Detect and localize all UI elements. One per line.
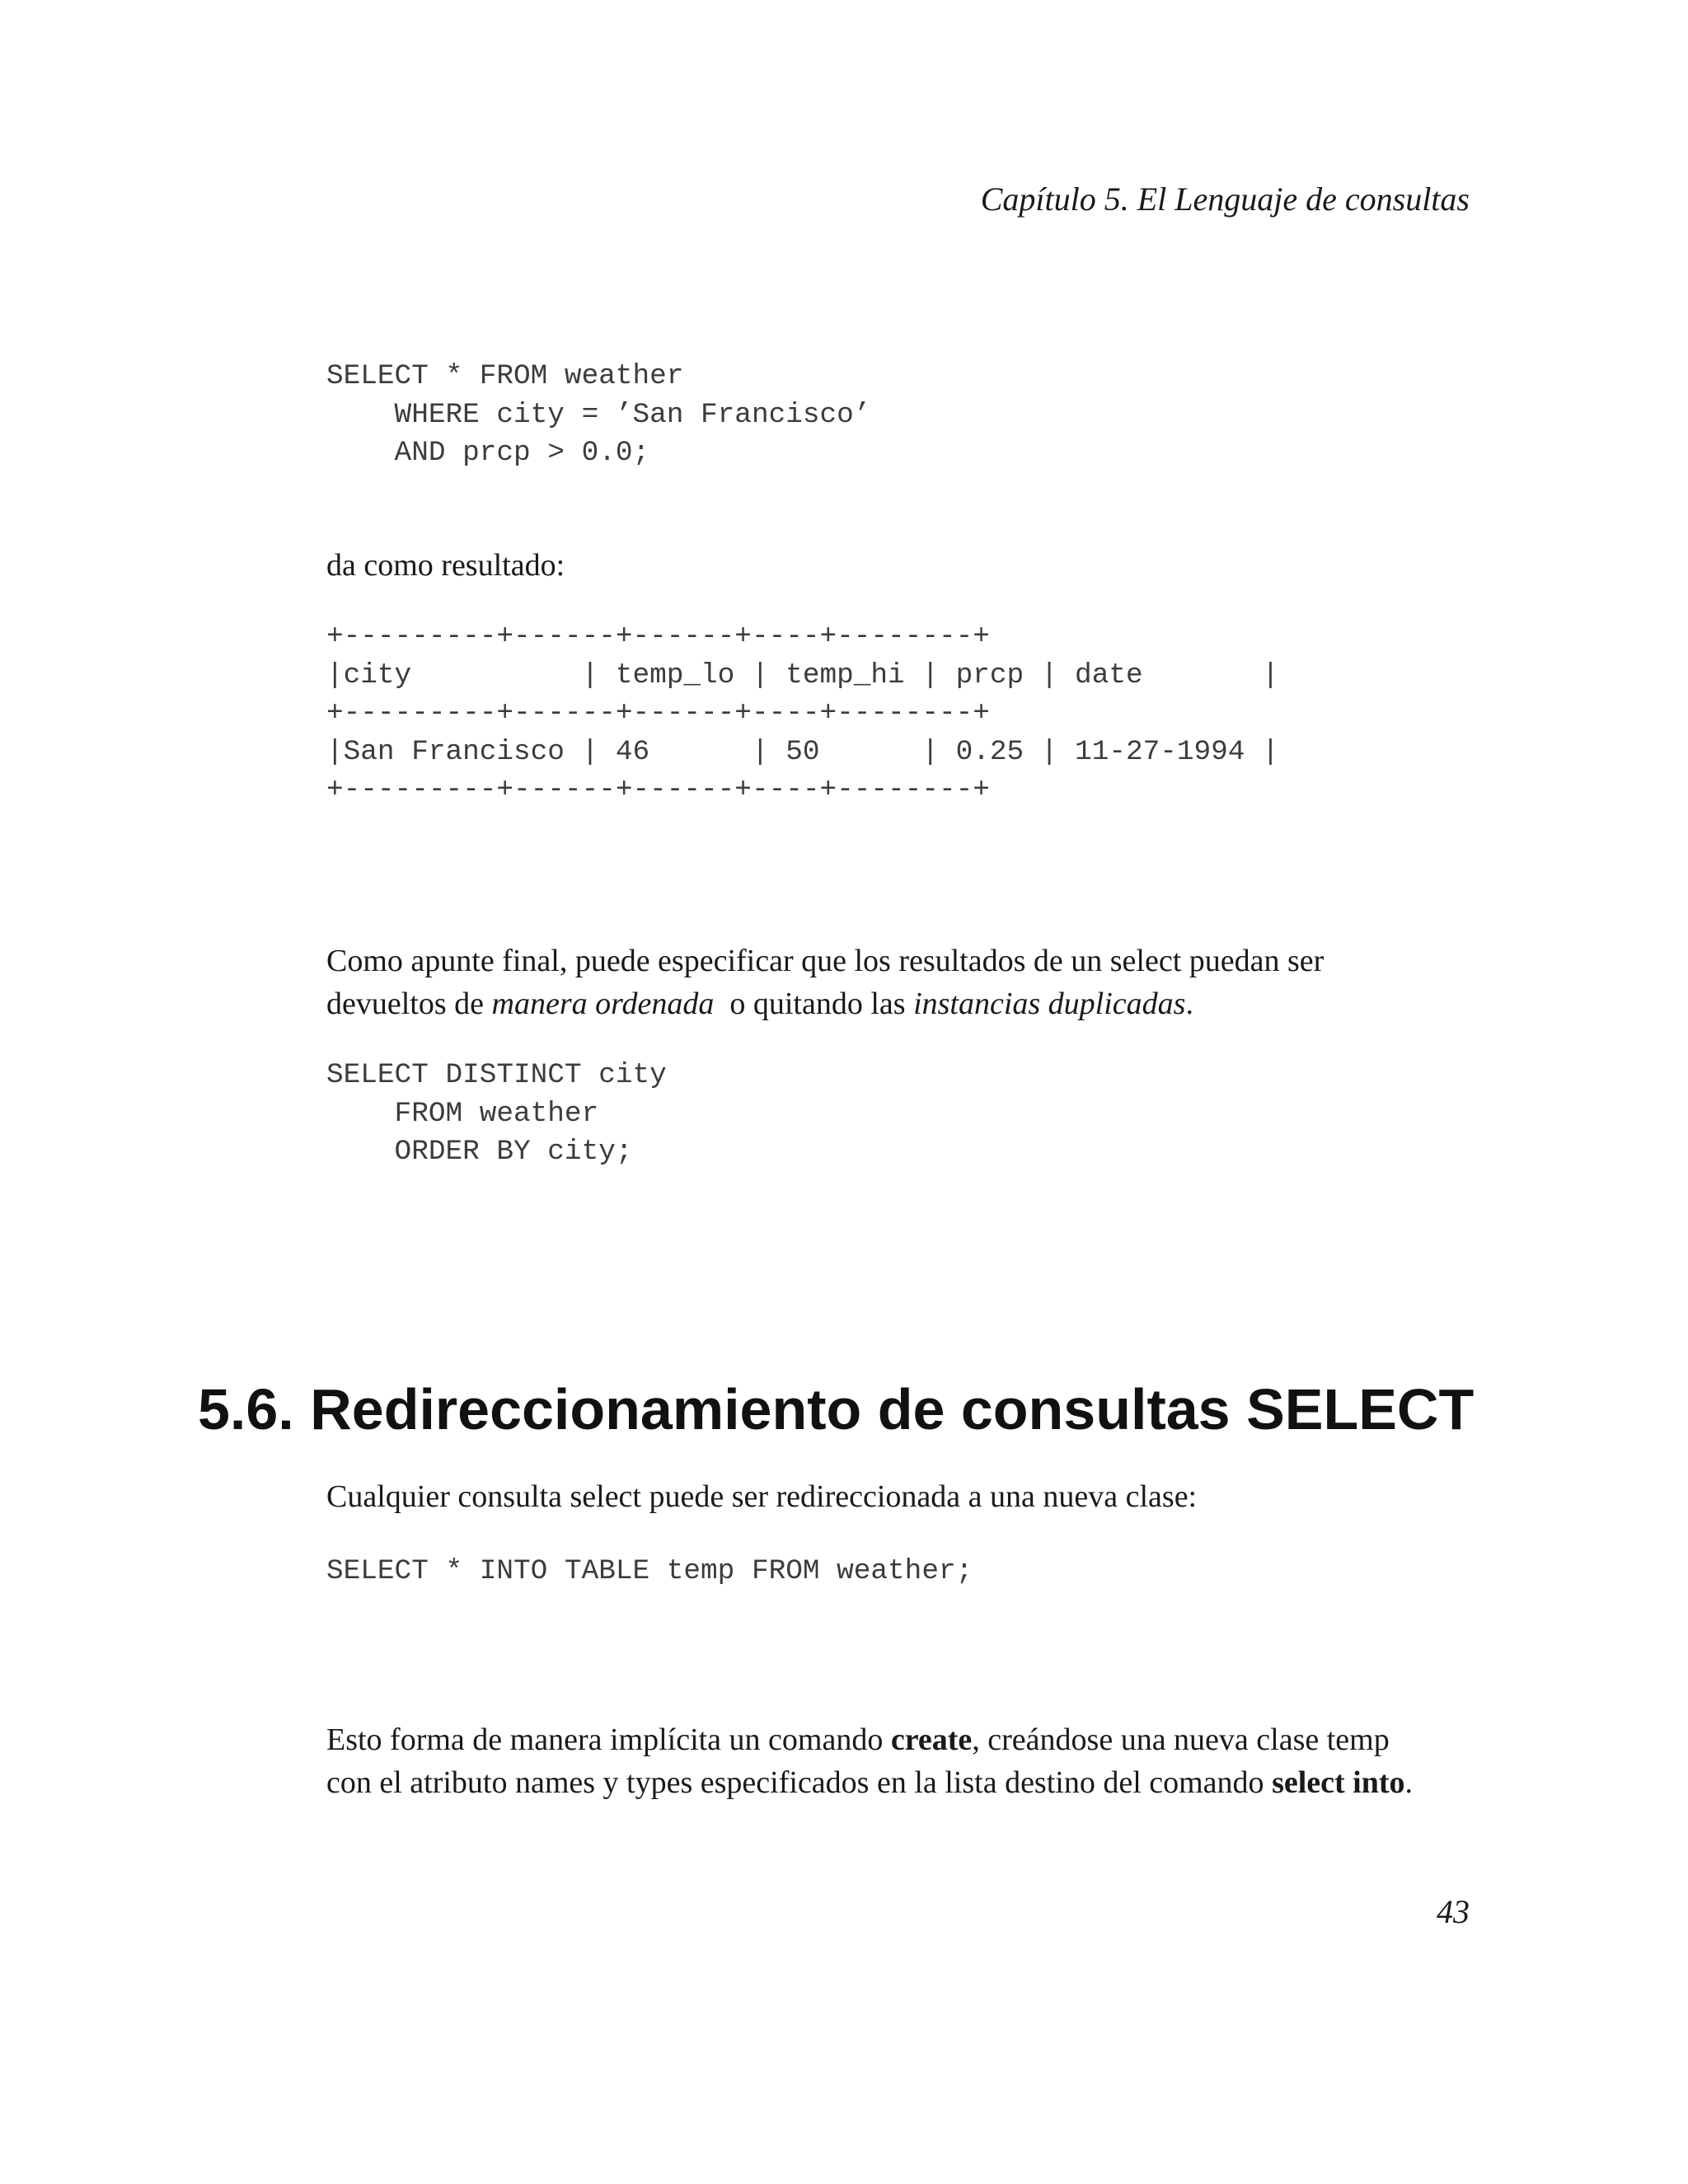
final-note-paragraph <box>326 940 1324 1025</box>
keyword-select-into: select into <box>1272 1765 1405 1800</box>
code-block-select-weather: SELECT * FROM weather WHERE city = ’San Francisco’ AND prcp > 0.0; <box>326 360 871 469</box>
explanation-line-1 <box>326 1718 1413 1761</box>
result-intro-text: da como resultado: <box>326 548 565 583</box>
final-note-text: devueltos de <box>326 987 492 1021</box>
code-block-select-into: SELECT * INTO TABLE temp FROM weather; <box>326 1555 973 1587</box>
final-note-emphasis-duplicates: instancias duplicadas <box>913 987 1186 1021</box>
section-explanation-paragraph <box>326 1718 1413 1804</box>
running-header: Capítulo 5. El Lenguaje de consultas <box>980 180 1470 218</box>
result-table-ascii: +---------+------+------+----+--------+ |city | temp_lo | temp_hi | prcp | date | +---------+------+------+----+--------+ |San Francisco | 46 | 50 | 0.25 | 11-27-1994 | +---------+------+------+----+--------+ <box>326 621 1279 806</box>
code-block-select-distinct: SELECT DISTINCT city FROM weather ORDER BY city; <box>326 1059 667 1168</box>
final-note-emphasis-ordered: manera ordenada <box>491 987 715 1021</box>
section-intro-text: Cualquier consulta select puede ser redireccionada a una nueva clase: <box>326 1479 1198 1514</box>
final-note-text: . <box>1185 987 1193 1021</box>
final-note-line-2 <box>326 982 1324 1025</box>
explanation-text: , creándose una nueva clase temp <box>972 1722 1390 1757</box>
section-heading: 5.6. Redireccionamiento de consultas SELECT <box>198 1377 1475 1441</box>
explanation-line-2 <box>326 1761 1413 1804</box>
keyword-create: create <box>890 1722 973 1757</box>
final-note-line-1: Como apunte final, puede especificar que los resultados de un select puedan ser <box>326 944 1325 978</box>
final-note-text: o quitando las <box>714 987 914 1021</box>
explanation-text: . <box>1404 1765 1414 1800</box>
explanation-text: con el atributo names y types especificados en la lista destino del comando <box>326 1765 1273 1800</box>
explanation-text: Esto forma de manera implícita un comando <box>326 1722 891 1757</box>
page-number: 43 <box>1437 1893 1470 1930</box>
